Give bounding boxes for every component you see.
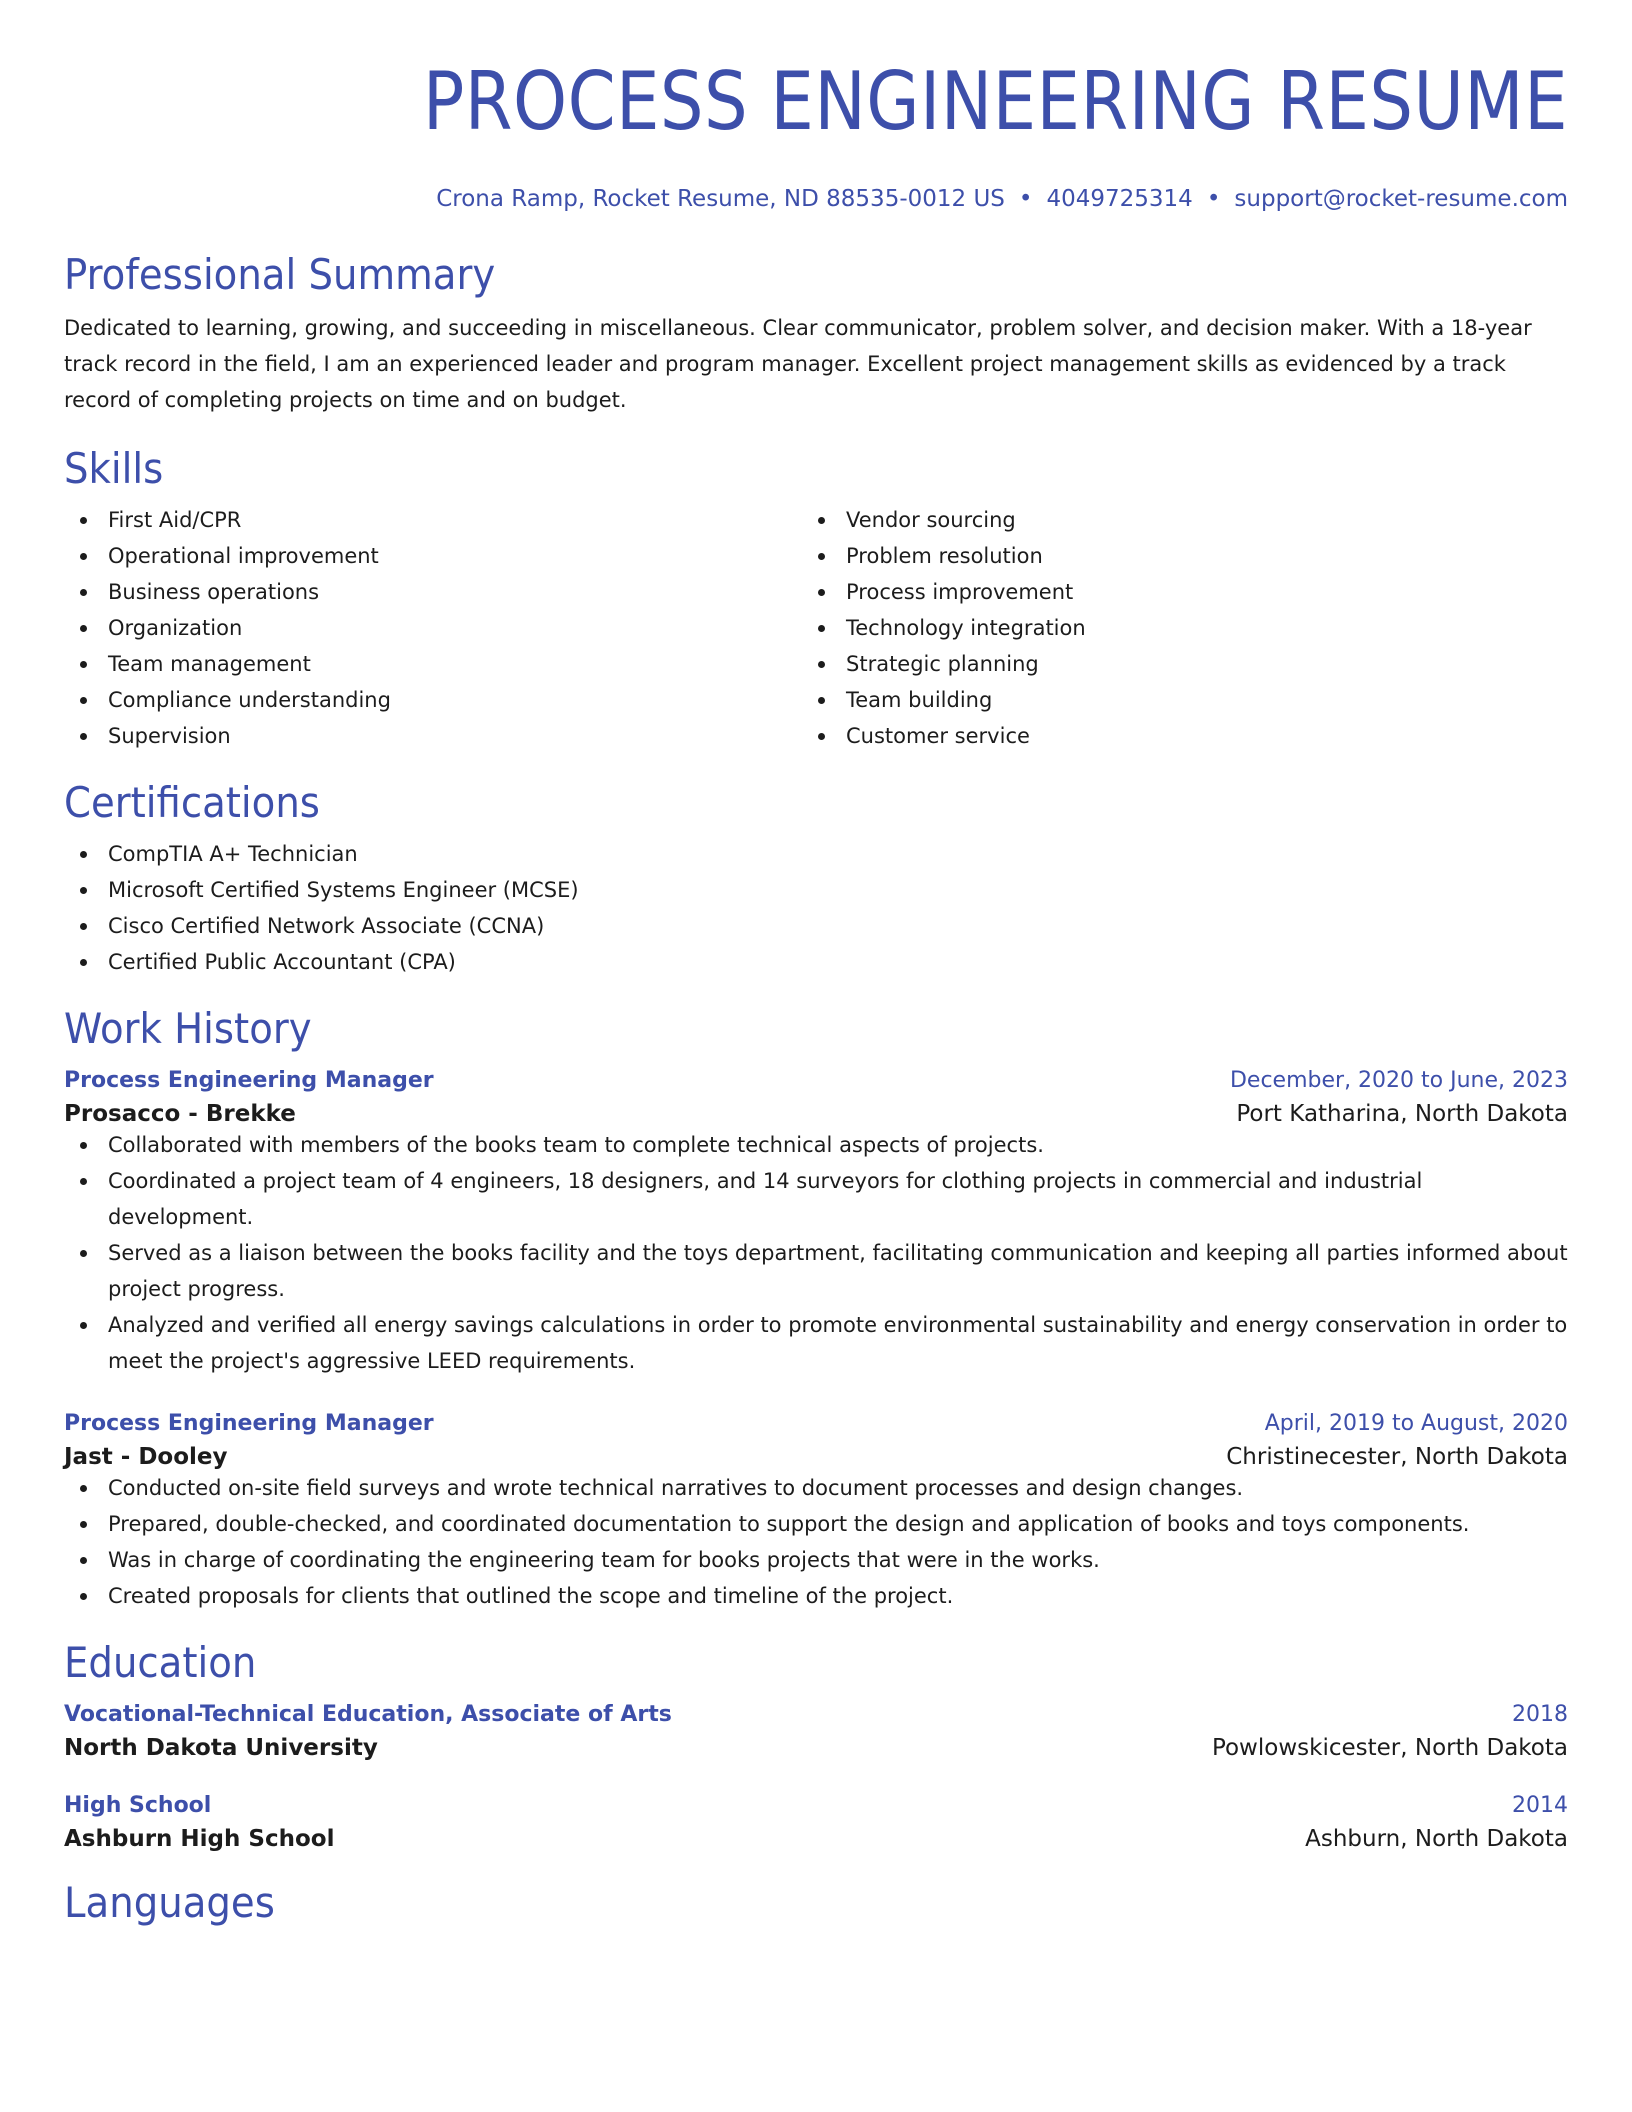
job-header-row	[64, 1411, 1568, 1436]
summary-text: Dedicated to learning, growing, and succeeding in miscellaneous. Clear communicator, problem solver, and decision maker. With a 18-year track record in the field, I am an experienced leader and program manager. Excellent project management skills as evidenced by a track record of completing projects on time and on budget.	[64, 316, 1532, 412]
skills-list-right	[802, 502, 1540, 754]
skill-item: Strategic planning	[802, 646, 1540, 682]
education-school: Ashburn High School	[64, 1826, 335, 1852]
summary-section	[64, 250, 1568, 418]
skill-item: Customer service	[802, 718, 1540, 754]
certification-item: Cisco Certified Network Associate (CCNA)	[64, 908, 1568, 944]
education-location: Ashburn, North Dakota	[1305, 1826, 1568, 1852]
contact-phone: 4049725314	[1046, 186, 1193, 212]
education-year: 2014	[1512, 1793, 1568, 1818]
certification-item: Certified Public Accountant (CPA)	[64, 944, 1568, 980]
skill-item: Supervision	[64, 718, 802, 754]
skill-item: Process improvement	[802, 574, 1540, 610]
skill-item: Team building	[802, 682, 1540, 718]
contact-address: Crona Ramp, Rocket Resume, ND 88535-0012 US	[436, 186, 1005, 212]
job-company-row	[64, 1444, 1568, 1470]
work-history-section	[64, 1004, 1568, 1614]
certifications-heading: Certifications	[64, 778, 320, 827]
skills-grid	[64, 502, 1568, 754]
summary-heading: Professional Summary	[64, 250, 496, 299]
job-location: Port Katharina, North Dakota	[1236, 1101, 1568, 1127]
skill-item: Compliance understanding	[64, 682, 802, 718]
education-degree: High School	[64, 1793, 212, 1818]
skill-item: First Aid/CPR	[64, 502, 802, 538]
job-dates: April, 2019 to August, 2020	[1264, 1411, 1568, 1436]
skills-heading: Skills	[64, 444, 164, 493]
job-bullet: Analyzed and verified all energy savings calculations in order to promote environmental sustainability and energy conservation in order to meet the project's aggressive LEED requirements.	[64, 1307, 1568, 1379]
separator-dot: •	[1206, 186, 1221, 212]
resume-title: PROCESS ENGINEERING RESUME	[422, 55, 1568, 148]
skill-item: Business operations	[64, 574, 802, 610]
languages-section	[64, 1878, 1568, 1927]
job-company-row	[64, 1101, 1568, 1127]
job-bullet: Created proposals for clients that outlined the scope and timeline of the project.	[64, 1578, 1568, 1614]
job-bullets	[64, 1470, 1568, 1614]
education-school: North Dakota University	[64, 1735, 378, 1761]
education-year: 2018	[1512, 1702, 1568, 1727]
separator-dot: •	[1018, 186, 1033, 212]
education-degree: Vocational-Technical Education, Associate of Arts	[64, 1702, 672, 1727]
skill-item: Organization	[64, 610, 802, 646]
job-bullets	[64, 1127, 1568, 1379]
education-entry	[64, 1793, 1568, 1852]
education-entry	[64, 1702, 1568, 1761]
skills-section	[64, 444, 1568, 754]
job-bullet: Conducted on-site field surveys and wrote technical narratives to document processes and design changes.	[64, 1470, 1568, 1506]
job-title: Process Engineering Manager	[64, 1068, 434, 1093]
job-title: Process Engineering Manager	[64, 1411, 434, 1436]
job-bullet: Coordinated a project team of 4 engineers, 18 designers, and 14 surveyors for clothing projects in commercial and industrial development.	[64, 1163, 1568, 1235]
job-company: Prosacco - Brekke	[64, 1101, 296, 1127]
job-company: Jast - Dooley	[64, 1444, 228, 1470]
education-header-row	[64, 1793, 1568, 1818]
contact-line	[64, 186, 1568, 212]
job-entry	[64, 1068, 1568, 1379]
job-entry	[64, 1411, 1568, 1614]
certifications-list	[64, 836, 1568, 980]
skill-item: Team management	[64, 646, 802, 682]
education-location: Powlowskicester, North Dakota	[1211, 1735, 1568, 1761]
education-school-row	[64, 1826, 1568, 1852]
languages-heading: Languages	[64, 1878, 275, 1927]
certification-item: Microsoft Certified Systems Engineer (MCSE)	[64, 872, 1568, 908]
skill-item: Problem resolution	[802, 538, 1540, 574]
education-section	[64, 1638, 1568, 1852]
education-school-row	[64, 1735, 1568, 1761]
skill-item: Operational improvement	[64, 538, 802, 574]
job-location: Christinecester, North Dakota	[1226, 1444, 1568, 1470]
skill-item: Vendor sourcing	[802, 502, 1540, 538]
certifications-section	[64, 778, 1568, 980]
job-bullet: Was in charge of coordinating the engineering team for books projects that were in the works.	[64, 1542, 1568, 1578]
job-bullet: Collaborated with members of the books team to complete technical aspects of projects.	[64, 1127, 1568, 1163]
skills-list-left	[64, 502, 802, 754]
skill-item: Technology integration	[802, 610, 1540, 646]
job-bullet: Prepared, double-checked, and coordinated documentation to support the design and application of books and toys components.	[64, 1506, 1568, 1542]
work-history-heading: Work History	[64, 1004, 312, 1053]
job-bullet: Served as a liaison between the books facility and the toys department, facilitating communication and keeping all parties informed about project progress.	[64, 1235, 1568, 1307]
job-header-row	[64, 1068, 1568, 1093]
education-header-row	[64, 1702, 1568, 1727]
certification-item: CompTIA A+ Technician	[64, 836, 1568, 872]
education-heading: Education	[64, 1638, 257, 1687]
job-dates: December, 2020 to June, 2023	[1229, 1068, 1568, 1093]
contact-email: support@rocket-resume.com	[1234, 186, 1568, 212]
